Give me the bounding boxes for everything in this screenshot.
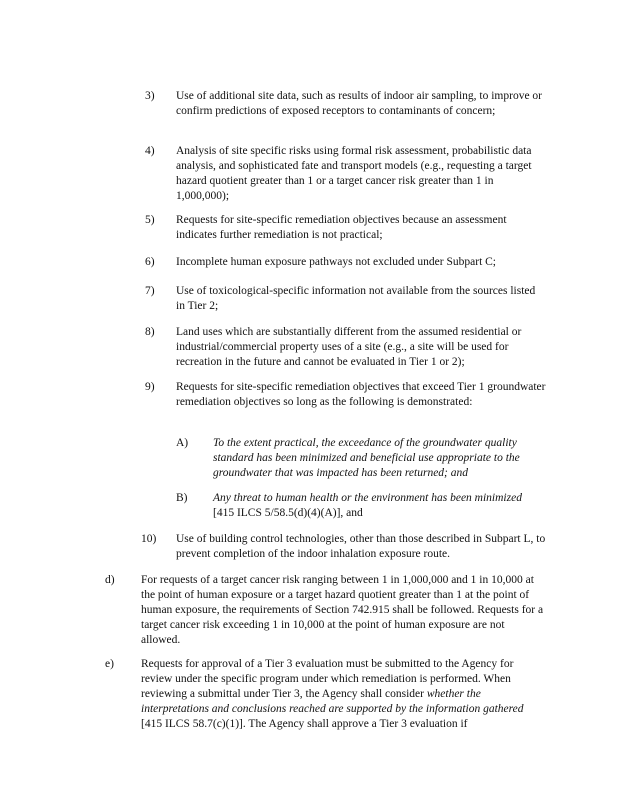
item-text: Use of building control technologies, other than those described in Subpart L, to prevent completion of the indoor inhalation exposure route. bbox=[176, 533, 546, 560]
item-number: A) bbox=[176, 437, 189, 449]
item-number: d) bbox=[105, 574, 115, 586]
item-number: e) bbox=[105, 658, 114, 670]
item-text: Requests for site-specific remediation objectives because an assessment indicates further remediation is not practical; bbox=[176, 214, 507, 241]
item-number: 4) bbox=[145, 145, 155, 157]
item-text: Incomplete human exposure pathways not excluded under Subpart C; bbox=[176, 256, 497, 268]
item-text: To the extent practical, the exceedance of the groundwater quality standard has been minimized and beneficial use appropriate to the groundwater that was impacted has been returned; and bbox=[213, 437, 520, 479]
item-text: Requests for site-specific remediation objectives that exceed Tier 1 groundwater remediation objectives so long as the following is demonstrated: bbox=[176, 381, 546, 408]
item-text: Land uses which are substantially different from the assumed residential or industrial/commercial property uses of a site (e.g., a site will be used for recreation in the future and cannot be evaluated in Tier 1 or 2); bbox=[176, 326, 522, 368]
item-text: Analysis of site specific risks using formal risk assessment, probabilistic data analysis, and sophisticated fate and transport models (e.g., requesting a target hazard quotient greater than 1 or a target cancer risk greater than 1 in 1,000,000); bbox=[176, 145, 532, 202]
item-number: 6) bbox=[145, 256, 155, 268]
item-number: 5) bbox=[145, 214, 155, 226]
item-number: 8) bbox=[145, 326, 155, 338]
item-text: Use of additional site data, such as results of indoor air sampling, to improve or confirm predictions of exposed receptors to contaminants of concern; bbox=[176, 90, 543, 117]
item-number: 3) bbox=[145, 90, 155, 102]
item-number: 7) bbox=[145, 285, 155, 297]
item-text: Any threat to human health or the environment has been minimized bbox=[213, 492, 522, 504]
item-text: Requests for approval of a Tier 3 evaluation must be submitted to the Agency for review under the specific program under which remediation is performed. When reviewing a submittal under Tier 3, the Agency shall consider whether the interpretations and conclusions reached are supported by the information gathered [415 ILCS 58.7(c)(1)]. The Agency shall approve a Tier 3 evaluation if bbox=[141, 658, 524, 730]
citation-text: [415 ILCS 5/58.5(d)(4)(A)], and bbox=[213, 507, 363, 519]
item-number: B) bbox=[176, 492, 188, 504]
item-text: Use of toxicological-specific information not available from the sources listed in Tier 2; bbox=[176, 285, 536, 312]
item-number: 10) bbox=[141, 533, 157, 545]
item-number: 9) bbox=[145, 381, 155, 393]
item-text: For requests of a target cancer risk ranging between 1 in 1,000,000 and 1 in 10,000 at the point of human exposure or a target hazard quotient greater than 1 at the point of human exposure, the requirements of Section 742.915 shall be followed. Requests for a target cancer risk exceeding 1 in 10,000 at the point of human exposure are not allowed. bbox=[141, 574, 544, 646]
